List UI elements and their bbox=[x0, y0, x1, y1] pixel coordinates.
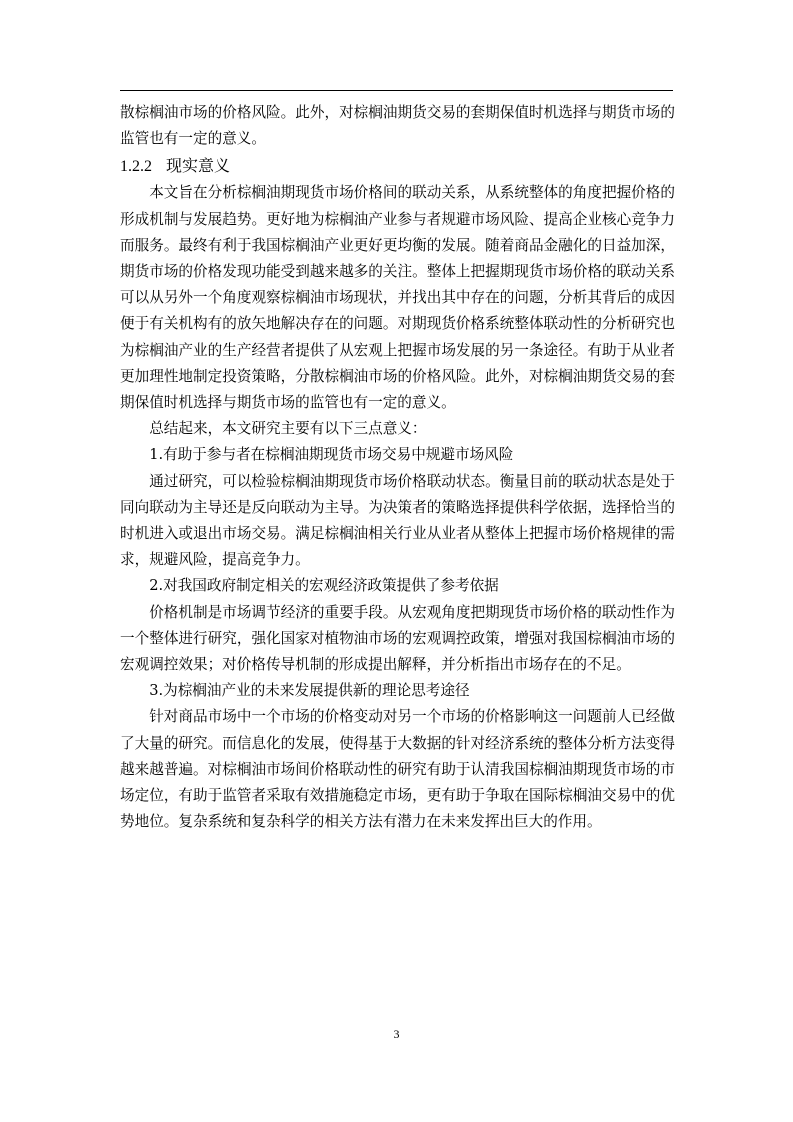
body-paragraph: 本文旨在分析棕榈油期现货市场价格间的联动关系，从系统整体的角度把握价格的形成机制与发展趋势。更好地为棕榈油产业参与者规避市场风险、提高企业核心竞争力而服务。最终有利于我国棕榈油产业更好更均衡的发展。随着商品金融化的日益加深，期货市场的价格发现功能受到越来越多的关注。整体上把握期现货市场价格的联动关系可以从另外一个角度观察棕榈油市场现状，并找出其中存在的问题，分析其背后的成因便于有关机构有的放矢地解决存在的问题。对期现货价格系统整体联动性的分析研究也为棕榈油产业的生产经营者提供了从宏观上把握市场发展的另一条途径。有助于从业者更加理性地制定投资策略，分散棕榈油市场的价格风险。此外，对棕榈油期货交易的套期保值时机选择与期货市场的监管也有一定的意义。 bbox=[120, 184, 675, 412]
point-heading-1: 1.有助于参与者在棕榈油期现货市场交易中规避市场风险 bbox=[149, 446, 514, 464]
carryover-paragraph: 散棕榈油市场的价格风险。此外，对棕榈油期货交易的套期保值时机选择与期货市场的监管也有一定的意义。 bbox=[120, 104, 675, 148]
section-title: 现实意义 bbox=[166, 156, 231, 176]
point-heading-3: 3.为棕榈油产业的未来发展提供新的理论思考途径 bbox=[149, 682, 470, 700]
header-rule bbox=[120, 90, 673, 91]
summary-intro: 总结起来，本文研究主要有以下三点意义： bbox=[149, 420, 427, 438]
point-heading-2: 2.对我国政府制定相关的宏观经济政策提供了参考依据 bbox=[149, 577, 499, 595]
point-body-2: 价格机制是市场调节经济的重要手段。从宏观角度把期现货市场价格的联动性作为一个整体进行研究，强化国家对植物油市场的宏观调控政策，增强对我国棕榈油市场的宏观调控效果；对价格传导机制的形成提出解释，并分析指出市场存在的不足。 bbox=[120, 603, 675, 674]
point-body-3: 针对商品市场中一个市场的价格变动对另一个市场的价格影响这一问题前人已经做了大量的研究。而信息化的发展，使得基于大数据的针对经济系统的整体分析方法变得越来越普遍。对棕榈油市场间价格联动性的研究有助于认清我国棕榈油期现货市场的市场定位，有助于监管者采取有效措施稳定市场，更有助于争取在国际棕榈油交易中的优势地位。复杂系统和复杂科学的相关方法有潜力在未来发挥出巨大的作用。 bbox=[120, 708, 675, 831]
page-number: 3 bbox=[393, 1027, 400, 1041]
section-heading bbox=[120, 152, 675, 180]
point-body-1: 通过研究，可以检验棕榈油期现货市场价格联动状态。衡量目前的联动状态是处于同向联动为主导还是反向联动为主导。为决策者的策略选择提供科学依据，选择恰当的时机进入或退出市场交易。满足棕榈油相关行业从业者从整体上把握市场价格规律的需求，规避风险，提高竞争力。 bbox=[120, 472, 675, 569]
page-content bbox=[120, 100, 675, 835]
section-number: 1.2.2 bbox=[120, 158, 152, 176]
